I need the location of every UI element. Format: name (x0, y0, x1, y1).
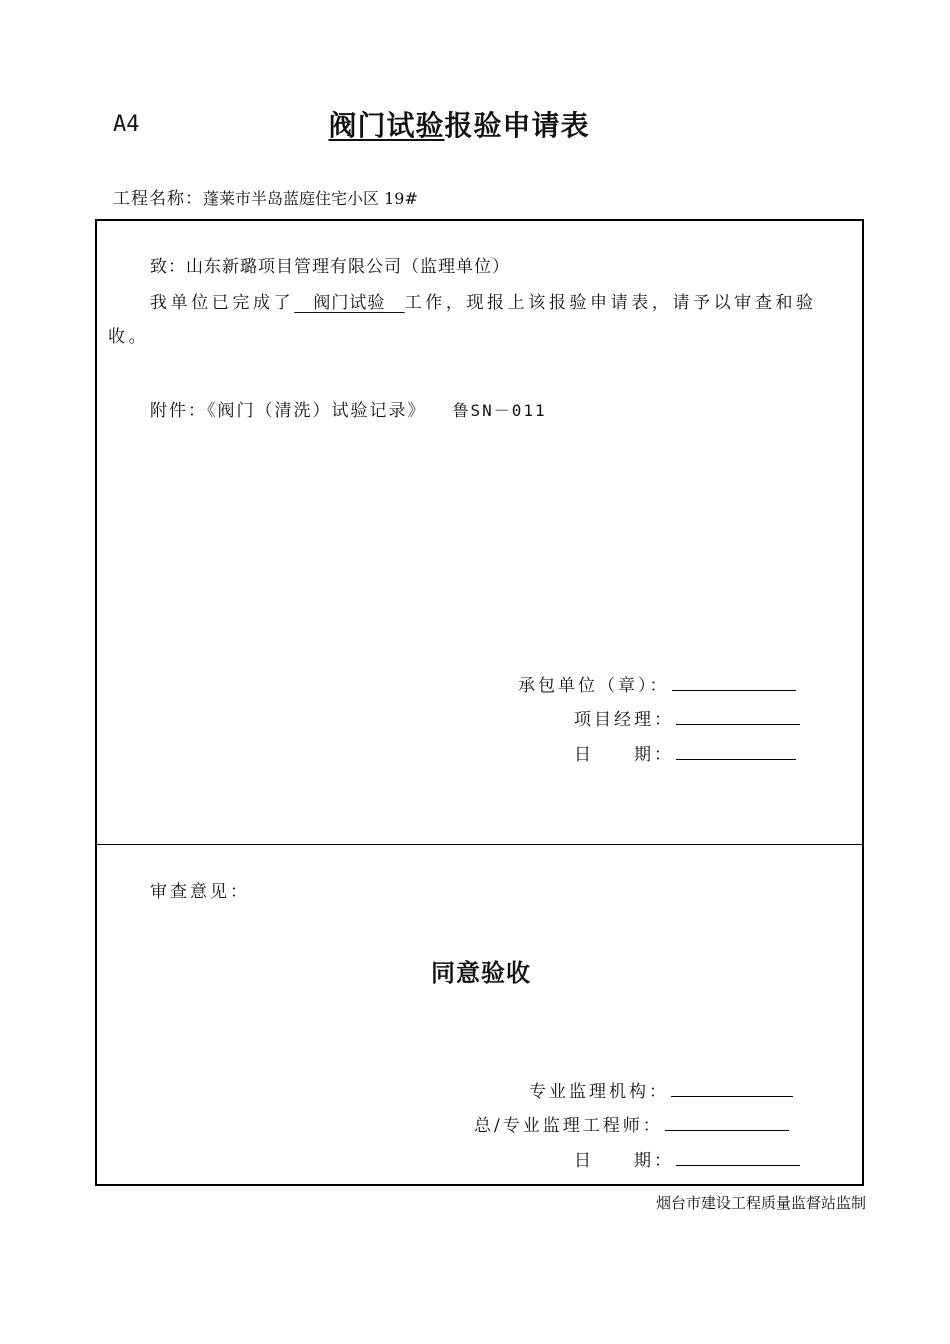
project-name-row (113, 184, 418, 209)
statement-after: 工作，现报上该报验申请表，请予以审查和验收。 (108, 293, 817, 347)
project-name-label: 工程名称： (113, 189, 203, 209)
application-date-row (574, 740, 796, 765)
manager-signature-row (574, 705, 800, 730)
supervision-org-line[interactable] (671, 1082, 793, 1097)
contractor-signature-row (518, 671, 796, 696)
statement (108, 286, 856, 354)
project-name-value: 蓬莱市半岛蓝庭住宅小区 19# (203, 189, 418, 208)
contractor-signature-line[interactable] (672, 676, 796, 691)
form-box (95, 219, 864, 1186)
addressee: 致：山东新璐项目管理有限公司（监理单位） (150, 257, 510, 277)
review-date-line[interactable] (676, 1151, 800, 1166)
review-opinion: 同意验收 (431, 958, 531, 987)
engineer-label: 总/专业监理工程师： (474, 1116, 663, 1136)
manager-label: 项目经理： (574, 710, 674, 730)
statement-work-item: 阀门试验 (294, 293, 405, 313)
footer-issuer: 烟台市建设工程质量监督站监制 (655, 1194, 866, 1212)
attachment-code: 鲁SN－011 (452, 401, 547, 420)
application-date-label: 日 期： (574, 745, 674, 765)
application-date-line[interactable] (676, 745, 796, 760)
engineer-signature-row (474, 1111, 789, 1136)
form-code: A4 (113, 112, 140, 137)
contractor-label: 承包单位（章）： (518, 676, 670, 696)
title-rest: 报验申请表 (444, 109, 590, 142)
supervision-org-label: 专业监理机构： (529, 1082, 669, 1102)
page-title (0, 104, 918, 144)
review-label: 审查意见： (150, 882, 250, 902)
review-date-label: 日 期： (574, 1151, 674, 1171)
section-divider (95, 844, 864, 845)
title-underlined-part: 阀门试验 (328, 109, 445, 142)
manager-signature-line[interactable] (676, 710, 800, 725)
supervision-org-row (529, 1077, 793, 1102)
attachment (150, 396, 547, 421)
attachment-label: 附件：《阀门（清洗）试验记录》 (150, 401, 427, 421)
statement-before: 我单位已完成了 (150, 293, 295, 313)
engineer-signature-line[interactable] (665, 1116, 789, 1131)
review-date-row (574, 1146, 800, 1171)
